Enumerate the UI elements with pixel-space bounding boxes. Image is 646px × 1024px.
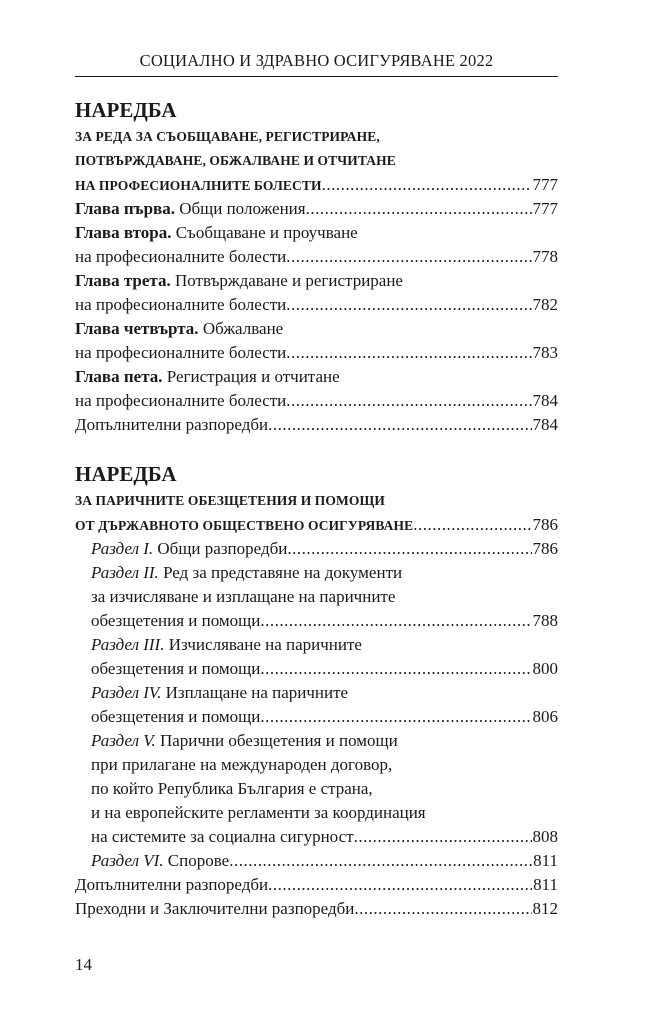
chapter-label: Глава пета. (75, 367, 163, 386)
dot-leader (260, 705, 531, 729)
chapter-title: Обжалване (198, 319, 284, 338)
toc-entry-section-3-line-1[interactable] (75, 633, 558, 657)
dot-leader (354, 825, 532, 849)
dot-leader (306, 197, 532, 221)
toc-entry-naredba-1[interactable] (75, 173, 558, 197)
page-ref: 808 (532, 827, 558, 846)
section-title: Ред за представяне на документи (158, 563, 403, 582)
page-ref: 778 (532, 247, 558, 266)
dot-leader (286, 245, 531, 269)
dot-leader (229, 849, 532, 873)
dot-leader (260, 609, 531, 633)
toc-entry-section-5-line-5[interactable] (75, 825, 558, 849)
page-ref: 812 (532, 899, 558, 918)
chapter-title: Съобщаване и проучване (171, 223, 358, 242)
dot-leader (286, 293, 531, 317)
section-title-cont: обезщетения и помощи (91, 707, 261, 726)
section-label: Раздел V. (91, 731, 156, 750)
naredba-1-subtitle-line-3: НА ПРОФЕСИОНАЛНИТЕ БОЛЕСТИ (75, 178, 322, 193)
section-title: Изплащане на паричните (161, 683, 349, 702)
toc-entry-section-2-line-2[interactable]: за изчисляване и изплащане на паричните (91, 587, 396, 606)
page-ref: 777 (532, 199, 558, 218)
toc-entry-section-5-line-3[interactable]: по който Република България е страна, (91, 779, 373, 798)
toc-entry-section-1[interactable] (75, 537, 558, 561)
toc-entry-transitional-provisions[interactable] (75, 897, 558, 921)
chapter-title-cont: на професионалните болести (75, 343, 287, 362)
toc-entry-chapter-3-line-1[interactable] (75, 269, 558, 293)
entry-title: Допълнителни разпоредби (75, 875, 269, 894)
chapter-label: Глава втора. (75, 223, 172, 242)
chapter-title-cont: на професионалните болести (75, 247, 287, 266)
toc-entry-chapter-4-line-1[interactable] (75, 317, 558, 341)
dot-leader (413, 513, 531, 537)
header-rule (75, 76, 558, 77)
toc-entry-section-3-line-2[interactable] (75, 657, 558, 681)
page-ref: 800 (532, 659, 558, 678)
toc-entry-chapter-2-line-2[interactable] (75, 245, 558, 269)
toc-entry-section-2-line-3[interactable] (75, 609, 558, 633)
page-ref: 786 (532, 515, 558, 534)
page-ref: 783 (532, 343, 558, 362)
naredba-1-title: НАРЕДБА (75, 98, 177, 122)
toc-entry-section-5-line-4[interactable]: и на европейските регламенти за координация (91, 803, 426, 822)
section-label: Раздел II. (91, 563, 159, 582)
page-ref: 784 (532, 391, 558, 410)
chapter-title: Потвърждаване и регистриране (170, 271, 403, 290)
toc-entry-section-6[interactable] (75, 849, 558, 873)
page-ref: 788 (532, 611, 558, 630)
page-ref: 806 (532, 707, 558, 726)
table-of-contents (75, 95, 558, 921)
section-title: Общи разпоредби (153, 539, 288, 558)
chapter-label: Глава първа. (75, 199, 175, 218)
toc-entry-chapter-1[interactable] (75, 197, 558, 221)
chapter-title: Регистрация и отчитане (162, 367, 340, 386)
dot-leader (287, 537, 531, 561)
section-title-cont: обезщетения и помощи (91, 611, 261, 630)
toc-entry-chapter-3-line-2[interactable] (75, 293, 558, 317)
section-title: Изчисляване на паричните (164, 635, 362, 654)
dot-leader (268, 873, 532, 897)
naredba-1-subtitle-line-2: ПОТВЪРЖДАВАНЕ, ОБЖАЛВАНЕ И ОТЧИТАНЕ (75, 153, 396, 168)
section-title: Парични обезщетения и помощи (155, 731, 398, 750)
page-ref: 786 (532, 539, 558, 558)
section-label: Раздел IV. (91, 683, 162, 702)
page-ref: 811 (533, 851, 558, 870)
dot-leader (286, 341, 531, 365)
running-head: СОЦИАЛНО И ЗДРАВНО ОСИГУРЯВАНЕ 2022 (139, 51, 494, 70)
entry-title: Преходни и Заключителни разпоредби (75, 899, 355, 918)
toc-entry-section-5-line-2[interactable]: при прилагане на международен договор, (91, 755, 393, 774)
page-number: 14 (75, 955, 92, 974)
toc-entry-section-5-line-1[interactable] (75, 729, 558, 753)
chapter-title-cont: на професионалните болести (75, 391, 287, 410)
page-ref: 811 (533, 875, 558, 894)
section-title-cont: обезщетения и помощи (91, 659, 261, 678)
naredba-1-subtitle-line-1: ЗА РЕДА ЗА СЪОБЩАВАНЕ, РЕГИСТРИРАНЕ, (75, 129, 380, 144)
section-title: Спорове (163, 851, 230, 870)
naredba-2-subtitle-line-2: ОТ ДЪРЖАВНОТО ОБЩЕСТВЕНО ОСИГУРЯВАНЕ (75, 518, 414, 533)
toc-entry-chapter-5-line-2[interactable] (75, 389, 558, 413)
dot-leader (354, 897, 531, 921)
page-ref: 782 (532, 295, 558, 314)
page-ref: 784 (532, 415, 558, 434)
page-ref: 777 (532, 175, 558, 194)
section-gap (75, 437, 558, 459)
toc-entry-section-2-line-1[interactable] (75, 561, 558, 585)
entry-title: Допълнителни разпоредби (75, 415, 269, 434)
section-label: Раздел VI. (91, 851, 164, 870)
toc-entry-naredba-2[interactable] (75, 513, 558, 537)
dot-leader (322, 173, 532, 197)
toc-entry-additional-provisions-1[interactable] (75, 413, 558, 437)
dot-leader (286, 389, 531, 413)
toc-entry-chapter-5-line-1[interactable] (75, 365, 558, 389)
section-label: Раздел III. (91, 635, 165, 654)
toc-entry-section-4-line-2[interactable] (75, 705, 558, 729)
toc-entry-additional-provisions-2[interactable] (75, 873, 558, 897)
naredba-2-title: НАРЕДБА (75, 462, 177, 486)
toc-entry-chapter-2-line-1[interactable] (75, 221, 558, 245)
section-label: Раздел I. (91, 539, 154, 558)
dot-leader (268, 413, 531, 437)
naredba-2-subtitle-line-1: ЗА ПАРИЧНИТЕ ОБЕЗЩЕТЕНИЯ И ПОМОЩИ (75, 493, 385, 508)
chapter-title-cont: на професионалните болести (75, 295, 287, 314)
chapter-label: Глава четвърта. (75, 319, 199, 338)
dot-leader (260, 657, 531, 681)
toc-entry-chapter-4-line-2[interactable] (75, 341, 558, 365)
toc-entry-section-4-line-1[interactable] (75, 681, 558, 705)
section-title-cont: на системите за социална сигурност (91, 827, 354, 846)
chapter-title: Общи положения (174, 199, 306, 218)
chapter-label: Глава трета. (75, 271, 171, 290)
